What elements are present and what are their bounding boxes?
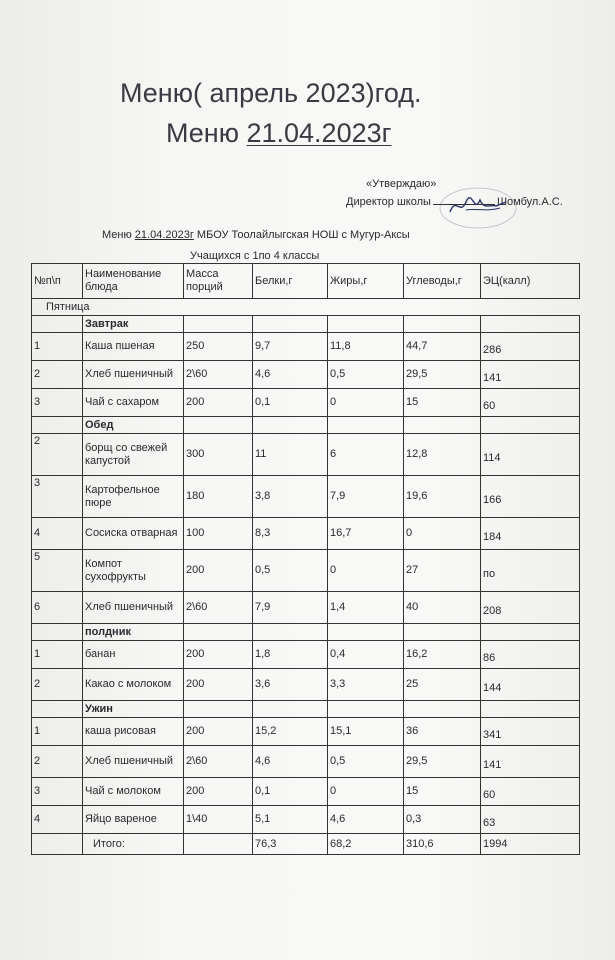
fats: 0,4 bbox=[328, 641, 404, 669]
carbs: 19,6 bbox=[404, 476, 481, 518]
table-row bbox=[32, 746, 580, 778]
energy: 141 bbox=[481, 361, 580, 389]
fats: 0 bbox=[328, 389, 404, 417]
energy: 184 bbox=[481, 518, 580, 550]
empty-cell bbox=[32, 624, 83, 641]
empty-cell bbox=[328, 701, 404, 718]
meal-section-row bbox=[32, 417, 580, 434]
table-row bbox=[32, 389, 580, 417]
proteins: 0,1 bbox=[253, 389, 328, 417]
fats: 0 bbox=[328, 778, 404, 806]
proteins: 7,9 bbox=[253, 592, 328, 624]
table-row bbox=[32, 718, 580, 746]
dish-number: 3 bbox=[32, 389, 83, 417]
proteins: 5,1 bbox=[253, 806, 328, 834]
col-header: ЭЦ(калл) bbox=[481, 264, 580, 299]
table-row bbox=[32, 669, 580, 701]
col-header: Жиры,г bbox=[328, 264, 404, 299]
table-row bbox=[32, 806, 580, 834]
portion-mass: 2\60 bbox=[184, 361, 253, 389]
dish-name: каша рисовая bbox=[83, 718, 184, 746]
menu-subtitle bbox=[102, 229, 410, 241]
table-row bbox=[32, 518, 580, 550]
empty-cell bbox=[253, 701, 328, 718]
dish-number: 1 bbox=[32, 333, 83, 361]
col-header: Углеводы,г bbox=[404, 264, 481, 299]
portion-mass: 250 bbox=[184, 333, 253, 361]
meal-section-row bbox=[32, 624, 580, 641]
dish-name: Яйцо вареное bbox=[83, 806, 184, 834]
table-row bbox=[32, 434, 580, 476]
dish-number: 4 bbox=[32, 518, 83, 550]
empty-cell bbox=[253, 417, 328, 434]
signature-mark bbox=[436, 182, 526, 232]
menu-table bbox=[31, 263, 580, 855]
portion-mass: 300 bbox=[184, 434, 253, 476]
carbs: 44,7 bbox=[404, 333, 481, 361]
director-name: Шомбул.А.С. bbox=[496, 196, 563, 208]
proteins: 0,5 bbox=[253, 550, 328, 592]
subtitle-prefix: Меню bbox=[102, 229, 135, 241]
empty-cell bbox=[404, 316, 481, 333]
energy: 341 bbox=[481, 718, 580, 746]
dish-number: 3 bbox=[32, 476, 83, 518]
dish-name: Хлеб пшеничный bbox=[83, 361, 184, 389]
dish-name: Компот сухофрукты bbox=[83, 550, 184, 592]
fats: 4,6 bbox=[328, 806, 404, 834]
subtitle-date: 21.04.2023г bbox=[134, 229, 194, 241]
fats: 16,7 bbox=[328, 518, 404, 550]
dish-number: 4 bbox=[32, 806, 83, 834]
carbs: 29,5 bbox=[404, 361, 481, 389]
table-row bbox=[32, 333, 580, 361]
energy: 114 bbox=[481, 434, 580, 476]
empty-cell bbox=[253, 316, 328, 333]
subtitle-school: МБОУ Тоолайлыгская НОШ с Мугур-Аксы bbox=[193, 229, 410, 241]
portion-mass: 200 bbox=[184, 669, 253, 701]
dish-name: борщ со свежей капустой bbox=[83, 434, 184, 476]
empty-cell bbox=[481, 316, 580, 333]
proteins: 0,1 bbox=[253, 778, 328, 806]
carbs: 27 bbox=[404, 550, 481, 592]
table-row bbox=[32, 361, 580, 389]
dish-name: Хлеб пшеничный bbox=[83, 746, 184, 778]
carbs: 15 bbox=[404, 389, 481, 417]
proteins: 3,6 bbox=[253, 669, 328, 701]
empty-cell bbox=[481, 417, 580, 434]
portion-mass: 1\40 bbox=[184, 806, 253, 834]
energy: 60 bbox=[481, 778, 580, 806]
students-line: Учащихся с 1по 4 классы bbox=[190, 250, 320, 262]
empty-cell bbox=[328, 624, 404, 641]
title-date: 21.04.2023г bbox=[246, 118, 392, 148]
fats: 3,3 bbox=[328, 669, 404, 701]
energy: 208 bbox=[481, 592, 580, 624]
empty-cell bbox=[481, 624, 580, 641]
director-label: Директор школы bbox=[346, 196, 431, 208]
portion-mass: 200 bbox=[184, 389, 253, 417]
energy: 141 bbox=[481, 746, 580, 778]
proteins: 4,6 bbox=[253, 746, 328, 778]
fats: 0,5 bbox=[328, 361, 404, 389]
empty-cell bbox=[404, 417, 481, 434]
carbs: 0,3 bbox=[404, 806, 481, 834]
col-header: Масса порций bbox=[184, 264, 253, 299]
page-title: Меню( апрель 2023)год. bbox=[120, 78, 422, 108]
portion-mass: 200 bbox=[184, 641, 253, 669]
carbs: 29,5 bbox=[404, 746, 481, 778]
empty-cell bbox=[404, 701, 481, 718]
empty-cell bbox=[253, 624, 328, 641]
portion-mass: 2\60 bbox=[184, 746, 253, 778]
total-cell bbox=[184, 834, 253, 855]
total-energy: 1994 bbox=[481, 834, 580, 855]
day-label: Пятница bbox=[32, 299, 580, 316]
table-row bbox=[32, 592, 580, 624]
energy: 60 bbox=[481, 389, 580, 417]
dish-number: 2 bbox=[32, 434, 83, 476]
table-body bbox=[32, 299, 580, 834]
energy: 63 bbox=[481, 806, 580, 834]
carbs: 12,8 bbox=[404, 434, 481, 476]
empty-cell bbox=[32, 316, 83, 333]
total-fats: 68,2 bbox=[328, 834, 404, 855]
meal-section-row bbox=[32, 701, 580, 718]
empty-cell bbox=[481, 701, 580, 718]
dish-name: Чай с молоком bbox=[83, 778, 184, 806]
meal-name: полдник bbox=[83, 624, 184, 641]
dish-name: Чай с сахаром bbox=[83, 389, 184, 417]
portion-mass: 200 bbox=[184, 718, 253, 746]
dish-number: 6 bbox=[32, 592, 83, 624]
dish-number: 1 bbox=[32, 718, 83, 746]
proteins: 3,8 bbox=[253, 476, 328, 518]
approve-label: «Утверждаю» bbox=[366, 178, 437, 190]
energy: по bbox=[481, 550, 580, 592]
dish-name: Картофельное пюре bbox=[83, 476, 184, 518]
col-header: Белки,г bbox=[253, 264, 328, 299]
day-row bbox=[32, 299, 580, 316]
dish-number: 5 bbox=[32, 550, 83, 592]
proteins: 8,3 bbox=[253, 518, 328, 550]
fats: 0 bbox=[328, 550, 404, 592]
fats: 1,4 bbox=[328, 592, 404, 624]
empty-cell bbox=[328, 316, 404, 333]
energy: 144 bbox=[481, 669, 580, 701]
empty-cell bbox=[404, 624, 481, 641]
total-carbs: 310,6 bbox=[404, 834, 481, 855]
proteins: 9,7 bbox=[253, 333, 328, 361]
fats: 0,5 bbox=[328, 746, 404, 778]
total-label: Итого: bbox=[83, 834, 184, 855]
table-row bbox=[32, 476, 580, 518]
portion-mass: 200 bbox=[184, 550, 253, 592]
title-prefix: Меню bbox=[166, 118, 247, 148]
carbs: 15 bbox=[404, 778, 481, 806]
fats: 6 bbox=[328, 434, 404, 476]
dish-name: Каша пшеная bbox=[83, 333, 184, 361]
dish-name: банан bbox=[83, 641, 184, 669]
fats: 7,9 bbox=[328, 476, 404, 518]
fats: 11,8 bbox=[328, 333, 404, 361]
proteins: 11 bbox=[253, 434, 328, 476]
portion-mass: 2\60 bbox=[184, 592, 253, 624]
empty-cell bbox=[32, 417, 83, 434]
dish-name: Сосиска отварная bbox=[83, 518, 184, 550]
empty-cell bbox=[184, 417, 253, 434]
col-header: №п\п bbox=[32, 264, 83, 299]
carbs: 25 bbox=[404, 669, 481, 701]
table-row bbox=[32, 641, 580, 669]
total-proteins: 76,3 bbox=[253, 834, 328, 855]
dish-number: 2 bbox=[32, 746, 83, 778]
proteins: 15,2 bbox=[253, 718, 328, 746]
carbs: 36 bbox=[404, 718, 481, 746]
dish-number: 2 bbox=[32, 669, 83, 701]
proteins: 4,6 bbox=[253, 361, 328, 389]
empty-cell bbox=[184, 701, 253, 718]
empty-cell bbox=[328, 417, 404, 434]
dish-number: 3 bbox=[32, 778, 83, 806]
meal-section-row bbox=[32, 316, 580, 333]
total-row bbox=[32, 834, 580, 855]
energy: 166 bbox=[481, 476, 580, 518]
table-header-row bbox=[32, 264, 580, 299]
meal-name: Завтрак bbox=[83, 316, 184, 333]
energy: 286 bbox=[481, 333, 580, 361]
meal-name: Ужин bbox=[83, 701, 184, 718]
dish-number: 2 bbox=[32, 361, 83, 389]
carbs: 0 bbox=[404, 518, 481, 550]
empty-cell bbox=[32, 701, 83, 718]
fats: 15,1 bbox=[328, 718, 404, 746]
proteins: 1,8 bbox=[253, 641, 328, 669]
dish-name: Хлеб пшеничный bbox=[83, 592, 184, 624]
carbs: 16,2 bbox=[404, 641, 481, 669]
dish-name: Какао с молоком bbox=[83, 669, 184, 701]
portion-mass: 100 bbox=[184, 518, 253, 550]
meal-name: Обед bbox=[83, 417, 184, 434]
table-row bbox=[32, 550, 580, 592]
table-row bbox=[32, 778, 580, 806]
empty-cell bbox=[184, 624, 253, 641]
empty-cell bbox=[184, 316, 253, 333]
dish-number: 1 bbox=[32, 641, 83, 669]
carbs: 40 bbox=[404, 592, 481, 624]
total-cell bbox=[32, 834, 83, 855]
col-header: Наименование блюда bbox=[83, 264, 184, 299]
energy: 86 bbox=[481, 641, 580, 669]
portion-mass: 180 bbox=[184, 476, 253, 518]
page-subtitle-date bbox=[166, 118, 391, 149]
portion-mass: 200 bbox=[184, 778, 253, 806]
